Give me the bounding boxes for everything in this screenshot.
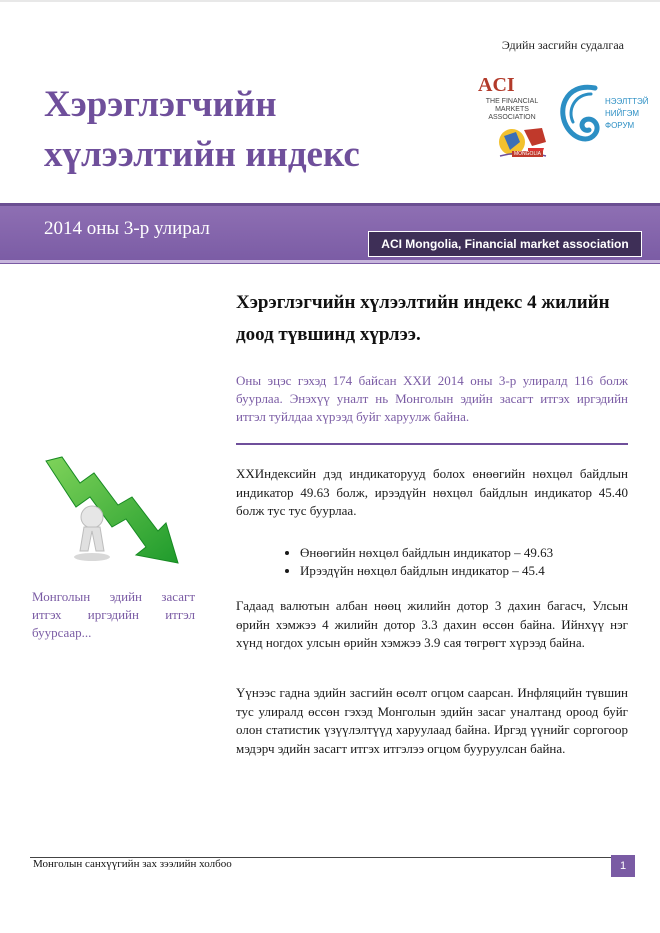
lead-divider <box>236 443 628 445</box>
article-paragraph-2: Гадаад валютын албан нөөц жилийн дотор 3 дахин багасч, Улсын өрийн хэмжээ 4 жилийн дотор 3.3 дахин өссөн байна. Ийнхүү нэг хүнд ногдох улсын өрийн хэмжээ 3.9 сая төгрөгт хүрээд байна. <box>236 598 628 650</box>
report-category: Эдийн засгийн судалгаа <box>501 38 624 52</box>
indicator-list <box>236 544 660 580</box>
page-title-line1: Хэрэглэгчийн <box>44 84 277 125</box>
sidebar-caption: Монголын эдийн засагт итгэх иргэдийн итгэл буурсаар... <box>32 589 195 640</box>
report-period: 2014 оны 3-р улирал <box>44 218 210 239</box>
header-band-stripe <box>0 260 660 263</box>
list-item: • Ирээдүйн нөхцөл байдлын индикатор – 45.4 <box>300 562 660 580</box>
open-society-forum-logo <box>555 78 650 158</box>
page-number: 1 <box>611 855 635 877</box>
aci-logo-subtitle: THE FINANCIAL MARKETS ASSOCIATION <box>485 98 539 121</box>
aci-logo <box>470 70 550 160</box>
organization-label: ACI Mongolia, Financial market association <box>368 231 642 257</box>
article-lead: Оны эцэс гэхэд 174 байсан ХХИ 2014 оны 3-р улиралд 116 болж буурлаа. Энэхүү уналт нь Монголын эдийн засагт итгэх иргэдийн итгэл туйлдаа хүрээд буйг харуулж байна. <box>236 373 628 424</box>
forum-swirl-icon <box>555 82 605 152</box>
aci-logo-name: ACI <box>478 74 515 96</box>
down-trend-arrow-icon <box>46 457 178 563</box>
aci-logo-badge: MONGOLIA <box>514 151 541 157</box>
forum-logo-text <box>605 96 649 132</box>
top-border <box>0 0 660 2</box>
forum-logo-line2: НИЙГЭМ <box>605 109 640 118</box>
forum-logo-line3: ФОРУМ <box>605 121 635 130</box>
article-paragraph-3: Үүнээс гадна эдийн засгийн өсөлт огцом саарсан. Инфляцийн түвшин тус улиралд өссөн гэхэд Монголын эдийн засаг уналтанд ороод буйг олон статистик үзүүлэлтүүд харуулаад байна. Иргэд үүнийг соргогоор мэдэрч эдийн засагт итгэх итгэлээ огцом бууруулсан байна. <box>236 685 628 756</box>
footer-organization: Монголын санхүүгийн зах зээлийн холбоо <box>33 858 232 870</box>
page-title-line2: хүлээлтийн индекс <box>44 134 360 175</box>
list-item: • Өнөөгийн нөхцөл байдлын индикатор – 49.63 <box>300 544 660 562</box>
declining-arrow-illustration <box>40 453 190 573</box>
article-paragraph-1: ХХИндексийн дэд индикаторууд болох өнөөгийн нөхцөл байдлын индикатор 49.63 болж, ирээдүйн нөхцөл байдлын индикатор 45.40 болж тус тус буурлаа. <box>236 466 628 518</box>
article-title: Хэрэглэгчийн хүлээлтийн индекс 4 жилийн доод түвшинд хүрлээ. <box>236 292 610 345</box>
page-title <box>44 80 444 180</box>
forum-logo-line1: НЭЭЛТТЭЙ <box>605 97 649 106</box>
